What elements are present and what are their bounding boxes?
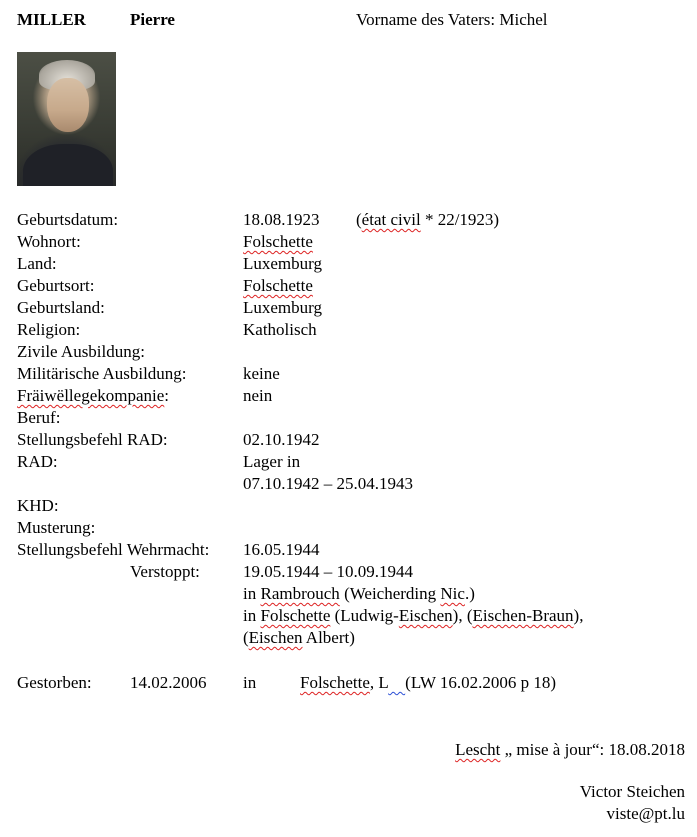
death-place-ref xyxy=(300,672,556,694)
etat-open: ( xyxy=(356,210,362,229)
firstname: Pierre xyxy=(130,10,175,29)
portrait-body xyxy=(23,144,113,186)
verstoppt-place-3 xyxy=(243,627,355,649)
label-stellungsbefehl-wehrmacht: Stellungsbefehl Wehrmacht: xyxy=(17,540,210,559)
value-rad-line-2: 07.10.1942 – 25.04.1943 xyxy=(243,474,413,493)
label-verstoppt: Verstoppt: xyxy=(130,562,200,581)
v3-c: ), xyxy=(573,606,584,625)
label-stellungsbefehl-rad: Stellungsbefehl RAD: xyxy=(17,430,168,449)
label-rad: RAD: xyxy=(17,452,58,471)
portrait-photo xyxy=(17,52,116,186)
v2-nic: Nic xyxy=(440,584,465,603)
label-beruf: Beruf: xyxy=(17,408,61,427)
value-etat-civil xyxy=(356,209,499,231)
value-land: Luxemburg xyxy=(243,254,323,273)
etat-civil-word: état civil xyxy=(361,210,421,229)
value-stellungsbefehl-rad: 02.10.1942 xyxy=(243,430,320,449)
value-militaerische-ausbildung: keine xyxy=(243,364,280,383)
lescht-word: Lescht xyxy=(455,740,501,759)
label-khd: KHD: xyxy=(17,496,59,515)
death-in: in xyxy=(243,673,257,692)
value-stellungsbefehl-wehrmacht: 16.05.1944 xyxy=(243,540,320,559)
label-religion: Religion: xyxy=(17,320,81,339)
value-rad-line-1: Lager in xyxy=(243,452,301,471)
mise-a-jour: „ mise à jour“: 18.08.2018 xyxy=(500,740,685,759)
value-wohnort xyxy=(243,231,313,253)
v4-rest: Albert) xyxy=(302,628,355,647)
v2-in: in xyxy=(243,584,261,603)
v3-eischen: Eischen xyxy=(398,606,453,625)
value-geburtsort xyxy=(243,275,313,297)
wohnort-place: Folschette xyxy=(243,232,313,251)
death-place: Folschette xyxy=(300,673,370,692)
fraiwellegekompanie-word: Fräiwëllegekompanie xyxy=(17,386,165,405)
death-country: , L xyxy=(369,673,389,692)
v3-b: ), ( xyxy=(452,606,473,625)
death-gap xyxy=(388,673,405,692)
label-zivile-ausbildung: Zivile Ausbildung: xyxy=(17,342,145,361)
value-geburtsdatum: 18.08.1923 xyxy=(243,210,320,229)
label-fraiwellegekompanie xyxy=(17,385,169,407)
value-verstoppt: 19.05.1944 – 10.09.1944 xyxy=(243,562,413,581)
value-religion: Katholisch xyxy=(243,320,317,339)
v2-place: Rambrouch xyxy=(260,584,340,603)
verstoppt-place-1 xyxy=(243,583,475,605)
v4-eischen: Eischen xyxy=(248,628,303,647)
fraiwellegekompanie-colon: : xyxy=(164,386,170,405)
etat-number: * 22/1923) xyxy=(420,210,500,229)
value-fraiwellegekompanie: nein xyxy=(243,386,273,405)
v3-eischen-braun: Eischen-Braun xyxy=(472,606,574,625)
portrait-face xyxy=(47,78,89,132)
v2-open: (Weicherding xyxy=(339,584,441,603)
father-name: Vorname des Vaters: Michel xyxy=(356,10,548,29)
label-militaerische-ausbildung: Militärische Ausbildung: xyxy=(17,364,187,383)
label-geburtsdatum: Geburtsdatum: xyxy=(17,210,119,229)
author-name: Victor Steichen xyxy=(579,782,685,801)
v3-a: (Ludwig- xyxy=(330,606,399,625)
label-land: Land: xyxy=(17,254,57,273)
verstoppt-place-2 xyxy=(243,605,583,627)
author-email[interactable]: viste@pt.lu xyxy=(606,804,685,823)
v3-place: Folschette xyxy=(260,606,331,625)
v4-open: ( xyxy=(243,628,249,647)
label-musterung: Musterung: xyxy=(17,518,96,537)
label-geburtsland: Geburtsland: xyxy=(17,298,105,317)
geburtsort-place: Folschette xyxy=(243,276,313,295)
v2-close: .) xyxy=(464,584,475,603)
label-gestorben: Gestorben: xyxy=(17,673,92,692)
value-geburtsland: Luxemburg xyxy=(243,298,323,317)
last-update xyxy=(455,739,685,761)
value-death-date: 14.02.2006 xyxy=(130,673,207,692)
surname: MILLER xyxy=(17,10,86,29)
death-reference: (LW 16.02.2006 p 18) xyxy=(405,673,557,692)
v3-in: in xyxy=(243,606,261,625)
label-wohnort: Wohnort: xyxy=(17,232,81,251)
label-geburtsort: Geburtsort: xyxy=(17,276,95,295)
